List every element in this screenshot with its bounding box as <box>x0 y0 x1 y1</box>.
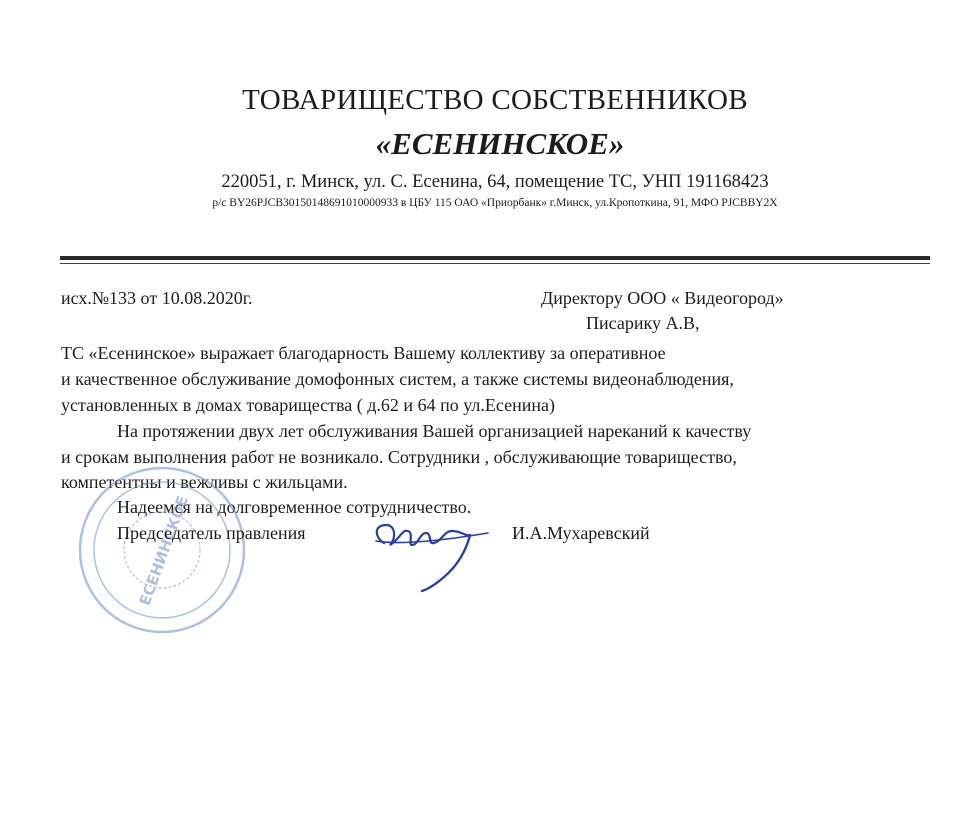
organization-address: 220051, г. Минск, ул. С. Есенина, 64, помещение ТС, УНП 191168423 <box>221 172 769 192</box>
closing-line: Надеемся на долговременное сотрудничество. <box>117 497 472 517</box>
body-line: и качественное обслуживание домофонных систем, а также системы видеонаблюдения, <box>61 369 734 389</box>
organization-title: ТОВАРИЩЕСТВО СОБСТВЕННИКОВ <box>242 84 748 116</box>
body-line: ТС «Есенинское» выражает благодарность Вашему коллективу за оперативное <box>61 343 666 363</box>
handwritten-signature <box>370 515 500 595</box>
signatory-title: Председатель правления <box>117 523 306 543</box>
organization-name: «ЕСЕНИНСКОЕ» <box>375 126 625 161</box>
body-line: установленных в домах товарищества ( д.62 и 64 по ул.Есенина) <box>61 395 555 415</box>
round-stamp <box>70 455 250 640</box>
body-line: На протяжении двух лет обслуживания Вашей организацией нареканий к качеству <box>117 421 752 441</box>
letterhead-divider-thick <box>60 256 930 260</box>
signatory-name: И.А.Мухаревский <box>512 523 650 543</box>
body-line: и срокам выполнения работ не возникало. Сотрудники , обслуживающие товарищество, <box>61 447 737 467</box>
organization-bank-details: р/с BY26PJCB30150148691010000933 в ЦБУ 115 ОАО «Приорбанк» г.Минск, ул.Кропоткина, 91, МФО PJCBBY2X <box>212 197 778 209</box>
body-line: компетентны и вежливы с жильцами. <box>61 472 348 492</box>
addressee-position: Директору ООО « Видеогород» <box>541 288 784 308</box>
addressee-name: Писарику А.В, <box>586 313 700 333</box>
letterhead-divider-thin <box>60 263 930 264</box>
svg-text:ЕСЕНИНСКОЕ: ЕСЕНИНСКОЕ <box>135 493 193 609</box>
outgoing-reference: исх.№133 от 10.08.2020г. <box>61 288 253 308</box>
